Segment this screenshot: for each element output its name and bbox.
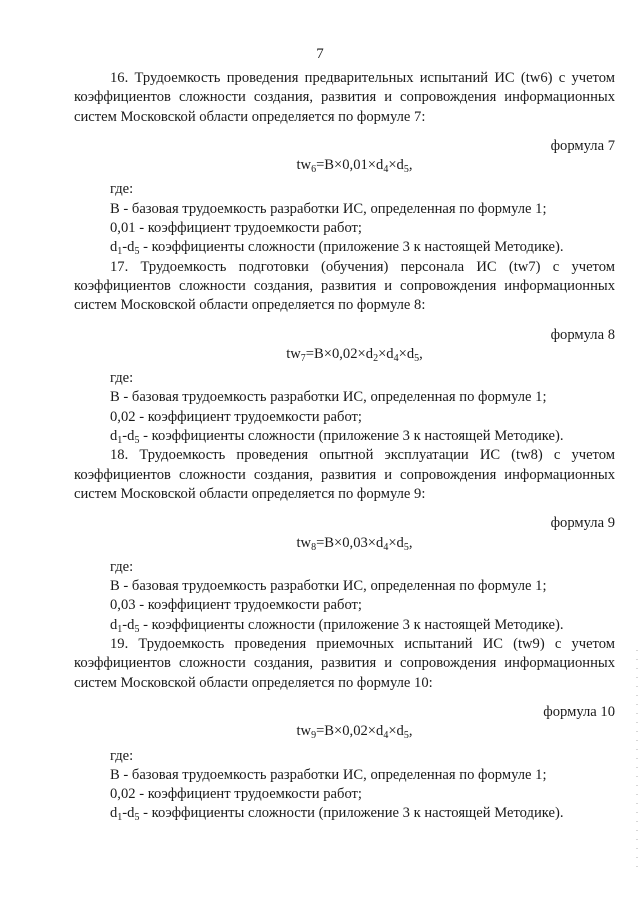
formula-10 [74,722,615,741]
formula-8-label: формула 8 [550,326,615,343]
formula-7-lhs: tw [296,157,312,174]
where-label-19: где: [110,747,134,764]
def-d-16-dash: -d [122,239,135,256]
formula-7-sub-a: 4 [383,164,389,176]
def-d-18-d1-sub: 1 [117,623,123,635]
def-b-16: B - базовая трудоемкость разработки ИС, определенная по формуле 1; [110,200,547,217]
formula-8-mid2: ×d [398,345,415,362]
paragraph-16: 16. Трудоемкость проведения предварительных испытаний ИС (tw6) с учетом коэффициентов сложности создания, развития и сопровождения информационных систем Московской области определяется по формуле 7: [74,70,615,125]
paragraph-18: 18. Трудоемкость проведения опытной эксплуатации ИС (tw8) с учетом коэффициентов сложности создания, развития и сопровождения информационных систем Московской области определяется по формуле 9: [74,447,615,502]
def-d-19-d1: d [110,805,118,822]
formula-10-lhs-sub: 9 [311,730,317,742]
def-d-18-d1: d [110,616,118,633]
def-d-17 [74,427,615,446]
def-d-16-d1-sub: 1 [117,246,123,258]
def-d-19-text: - коэффициенты сложности (приложение 3 к настоящей Методике). [139,805,564,822]
formula-9-lhs: tw [296,534,312,551]
def-d-19-dash: -d [122,805,135,822]
formula-9-lhs-sub: 8 [311,541,317,553]
def-d-17-text: - коэффициенты сложности (приложение 3 к настоящей Методике). [139,428,564,445]
formula-7-rhs: =B×0,01×d [316,157,384,174]
formula-8-sub-a: 2 [373,352,379,364]
def-b-17: B - базовая трудоемкость разработки ИС, определенная по формуле 1; [110,389,547,406]
formula-10-sub-b: 5 [403,730,409,742]
section-19 [74,635,615,824]
formula-10-lhs: tw [296,723,312,740]
formula-9 [74,534,615,553]
section-16 [74,69,615,258]
formula-8 [74,345,615,364]
formula-7-label: формула 7 [550,137,615,154]
formula-9-label: формула 9 [550,515,615,532]
formula-7-sub-b: 5 [403,164,409,176]
def-d-16-d5-sub: 5 [134,246,140,258]
formula-10-rhs: =B×0,02×d [316,723,384,740]
document-body [74,69,615,824]
formula-7-mid: ×d [388,157,404,174]
formula-8-rhs: =B×0,02×d [305,345,374,362]
formula-10-tail: , [408,723,413,740]
def-d-17-d1: d [110,428,118,445]
formula-9-sub-a: 4 [383,541,389,553]
formula-8-sub-c: 5 [414,352,420,364]
formula-7 [74,156,615,175]
def-d-18-text: - коэффициенты сложности (приложение 3 к настоящей Методике). [139,616,564,633]
def-b-18: B - базовая трудоемкость разработки ИС, определенная по формуле 1; [110,578,547,595]
formula-8-sub-b: 4 [393,352,399,364]
formula-9-sub-b: 5 [403,541,409,553]
where-label-17: где: [110,370,134,387]
formula-8-lhs-sub: 7 [300,352,306,364]
def-d-19 [74,804,615,823]
formula-7-lhs-sub: 6 [311,164,317,176]
def-d-17-d5-sub: 5 [134,435,140,447]
formula-8-tail: , [419,345,423,362]
formula-8-mid: ×d [378,345,394,362]
def-d-17-dash: -d [122,428,135,445]
def-coef-18: 0,03 - коэффициент трудоемкости работ; [110,597,362,614]
def-d-19-d5-sub: 5 [134,812,140,824]
def-d-16 [74,238,615,257]
def-coef-16: 0,01 - коэффициент трудоемкости работ; [110,220,362,237]
def-d-18 [74,616,615,635]
def-coef-17: 0,02 - коэффициент трудоемкости работ; [110,408,362,425]
def-d-19-d1-sub: 1 [117,812,123,824]
formula-8-lhs: tw [286,345,301,362]
scan-edge-artifact [636,650,638,870]
def-b-19: B - базовая трудоемкость разработки ИС, определенная по формуле 1; [110,766,547,783]
paragraph-19: 19. Трудоемкость проведения приемочных испытаний ИС (tw9) с учетом коэффициентов сложности создания, развития и сопровождения информационных систем Московской области определяется по формуле 10: [74,636,615,691]
formula-9-mid: ×d [388,534,404,551]
formula-9-tail: , [408,534,413,551]
def-d-18-d5-sub: 5 [134,623,140,635]
page-number: 7 [316,46,324,62]
formula-9-rhs: =B×0,03×d [316,534,384,551]
def-d-16-text: - коэффициенты сложности (приложение 3 к настоящей Методике). [139,239,564,256]
def-d-17-d1-sub: 1 [117,435,123,447]
where-label-18: где: [110,558,134,575]
formula-10-sub-a: 4 [383,730,389,742]
formula-10-label: формула 10 [543,703,615,720]
formula-10-mid: ×d [388,723,404,740]
def-d-18-dash: -d [122,616,135,633]
where-label-16: где: [110,181,134,198]
def-d-16-d1: d [110,239,118,256]
formula-7-tail: , [408,157,413,174]
section-17 [74,258,615,447]
paragraph-17: 17. Трудоемкость подготовки (обучения) персонала ИС (tw7) с учетом коэффициентов сложности создания, развития и сопровождения информационных систем Московской области определяется по формуле 8: [74,258,615,314]
def-coef-19: 0,02 - коэффициент трудоемкости работ; [110,786,362,803]
section-18 [74,446,615,635]
